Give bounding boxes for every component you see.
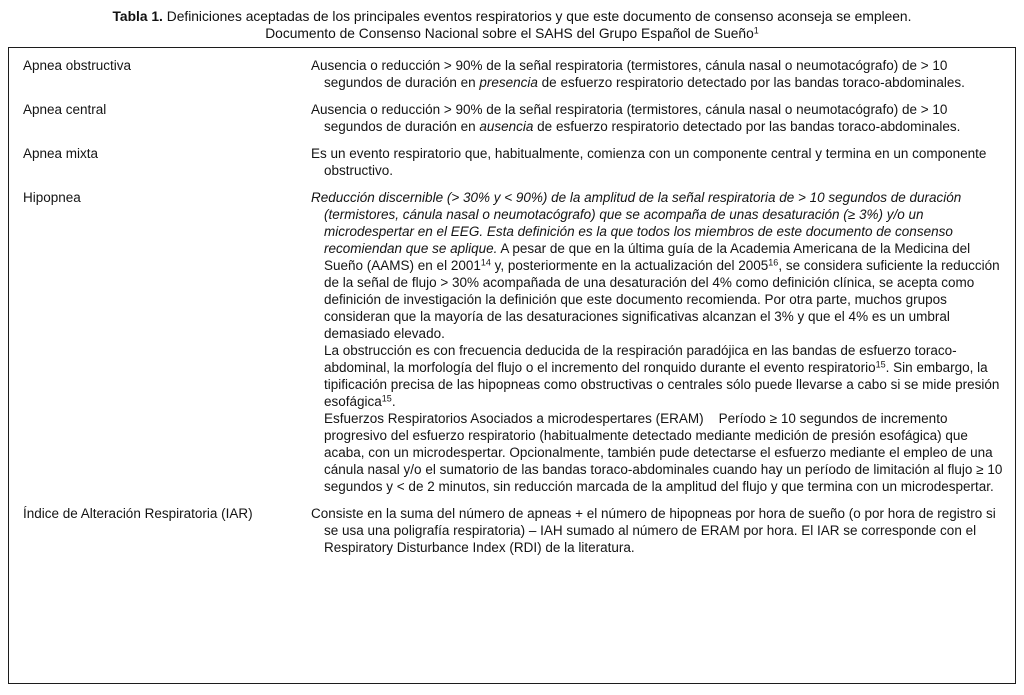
term-label: Apnea central: [23, 102, 107, 117]
caption-line2-text: Documento de Consenso Nacional sobre el SAHS del Grupo Español de Sueño: [265, 26, 754, 41]
text-segment-italic: ausencia: [479, 119, 534, 134]
definition-cell: [311, 505, 1003, 556]
citation-superscript: 15: [381, 393, 392, 404]
table-row-apnea-central: [9, 101, 1015, 135]
definition-paragraph: [324, 342, 1003, 410]
table-row-apnea-obstructiva: [9, 57, 1015, 91]
caption-line-2: [0, 25, 1024, 42]
text-segment: Ausencia o reducción > 90% de la señal respiratoria (termistores, cánula nasal o neumotacógrafo) de > 10 segundos de duración en: [311, 102, 948, 134]
definition-paragraph: [324, 410, 1003, 495]
definition-cell: [311, 145, 1003, 179]
definitions-table: [8, 47, 1016, 684]
text-segment-italic: presencia: [479, 75, 538, 90]
citation-superscript: 15: [875, 359, 886, 370]
table-caption: [0, 0, 1024, 42]
text-segment: Es un evento respiratorio que, habitualmente, comienza con un componente central y termina en un componente obstructivo.: [311, 146, 987, 178]
definition-cell: [311, 189, 1003, 495]
text-segment: . Sin embargo, la tipificación precisa de las hipopneas como obstructivas o centrales sólo puede llevarse a cabo si se mide presión esofágica: [324, 360, 1000, 409]
definition-paragraph: [311, 57, 1003, 91]
text-segment: Consiste en la suma del número de apneas + el número de hipopneas por hora de sueño (o por hora de registro si se usa una poligrafía respiratoria) – IAH sumado al número de ERAM por hora. El IAR se corresponde con el Respiratory Disturbance Index (RDI) de la literatura.: [311, 506, 996, 555]
term-cell: [23, 101, 311, 135]
caption-citation-superscript: 1: [753, 25, 759, 36]
table-row-hipopnea: [9, 189, 1015, 495]
citation-superscript: 16: [768, 257, 779, 268]
term-label: Hipopnea: [23, 190, 81, 205]
term-label: Apnea obstructiva: [23, 58, 132, 73]
definition-cell: [311, 101, 1003, 135]
definition-paragraph: [311, 145, 1003, 179]
text-segment: .: [391, 394, 396, 409]
definition-paragraph: [311, 505, 1003, 556]
term-cell: [23, 145, 311, 179]
citation-superscript: 14: [480, 257, 491, 268]
table-row-apnea-mixta: [9, 145, 1015, 179]
caption-line1-text: Definiciones aceptadas de los principales eventos respiratorios y que este documento de consenso aconseja se empleen.: [162, 9, 912, 24]
term-cell: [23, 57, 311, 91]
term-label: Apnea mixta: [23, 146, 99, 161]
term-cell: [23, 505, 311, 556]
text-segment: La obstrucción es con frecuencia deducida de la respiración paradójica en las bandas de esfuerzo toraco-abdominal, la morfología del flujo o el incremento del ronquido durante el evento respiratorio: [324, 343, 957, 375]
definition-paragraph: [311, 189, 1003, 342]
caption-line-1: [0, 8, 1024, 25]
text-segment: de esfuerzo respiratorio detectado por las bandas toraco-abdominales.: [533, 119, 961, 134]
term-label: Índice de Alteración Respiratoria (IAR): [23, 506, 253, 521]
text-segment: , se considera suficiente la reducción de la señal de flujo > 30% acompañada de una desaturación del 4% como definición clínica, se acepta como definición de investigación la definición que este documento recomienda. Por otra parte, muchos grupos consideran que la mayoría de las desaturaciones significativas alcanzan el 3% y que el 4% es un umbral demasiado elevado.: [324, 258, 1000, 341]
text-segment-italic: Reducción discernible (> 30% y < 90%) de la amplitud de la señal respiratoria de > 10 segundos de duración (termistores, cánula nasal o neumotacógrafo) que se acompaña de unas desaturación (≥ 3%) y/o un microdespertar en el EEG. Esta definición es la que todos los miembros de este documento de consenso recomiendan que se aplique.: [311, 190, 962, 256]
table-row-iar: [9, 505, 1015, 556]
text-segment: Ausencia o reducción > 90% de la señal respiratoria (termistores, cánula nasal o neumotacógrafo) de > 10 segundos de duración en: [311, 58, 948, 90]
term-cell: [23, 189, 311, 495]
text-segment: A pesar de que en la última guía de la Academia Americana de la Medicina del Sueño (AAMS) en el 2001: [324, 241, 971, 273]
text-segment: y, posteriormente en la actualización del 2005: [490, 258, 769, 273]
definition-cell: [311, 57, 1003, 91]
definition-paragraph: [311, 101, 1003, 135]
text-segment: de esfuerzo respiratorio detectado por las bandas toraco-abdominales.: [537, 75, 965, 90]
caption-table-number: Tabla 1.: [112, 9, 163, 24]
text-segment: Esfuerzos Respiratorios Asociados a microdespertares (ERAM) Período ≥ 10 segundos de incremento progresivo del esfuerzo respiratorio (habitualmente detectado mediante medición de presión esofágica) que acaba, con un microdespertar. Opcionalmente, también pude detectarse el esfuerzo mediante el empleo de una cánula nasal y/o el sumatorio de las bandas toraco-abdominales cuando hay un período de limitación al flujo ≥ 10 segundos y < de 2 minutos, sin reducción marcada de la amplitud del flujo y que termina con un microdespertar.: [324, 411, 1003, 494]
